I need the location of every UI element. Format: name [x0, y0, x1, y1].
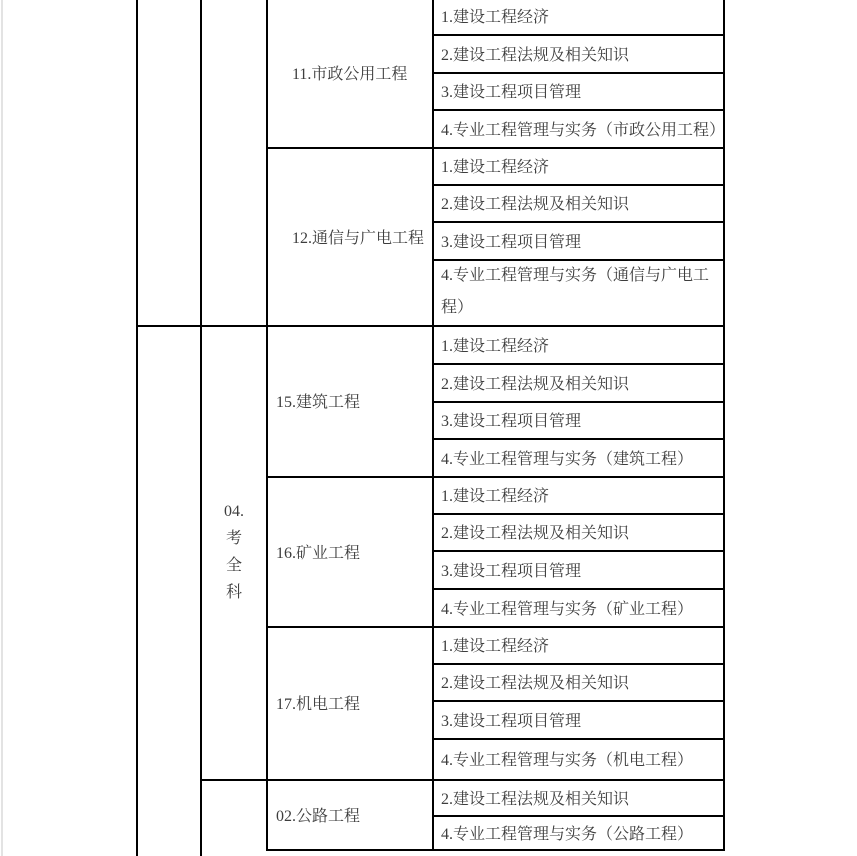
subject-label: 3.建设工程项目管理	[441, 712, 582, 730]
subject-label: 1.建设工程经济	[441, 159, 550, 176]
subject-label: 2.建设工程法规及相关知识	[441, 525, 630, 542]
subject-cell	[434, 325, 723, 363]
subject-cell	[434, 363, 723, 401]
subject-label: 2.建设工程法规及相关知识	[441, 375, 630, 393]
subject-label: 4.专业工程管理与实务（机电工程）	[441, 752, 694, 769]
level-line: 04.	[224, 503, 244, 520]
specialty-label: 12.通信与广电工程	[292, 229, 425, 247]
subject-label: 2.建设工程法规及相关知识	[441, 196, 630, 213]
subject-cell	[434, 626, 723, 663]
subject-label: 2.建设工程法规及相关知识	[441, 46, 630, 64]
subject-cell	[434, 550, 723, 588]
specialty-cell-jianzhu	[268, 325, 432, 476]
specialty-cell-gonglu	[268, 779, 432, 850]
subject-label: 4.专业工程管理与实务（建筑工程）	[441, 450, 694, 468]
subject-cell	[434, 513, 723, 550]
subject-cell	[434, 700, 723, 738]
subject-cell	[434, 815, 723, 850]
specialty-cell-shizheng	[268, 0, 432, 147]
specialty-cell-jidian	[268, 626, 432, 779]
specialty-cell-kuangye	[268, 476, 432, 626]
subject-label: 1.建设工程经济	[441, 9, 550, 26]
level-line: 考	[225, 530, 242, 547]
subject-cell	[434, 147, 723, 184]
subject-label: 4.专业工程管理与实务（公路工程）	[441, 826, 694, 843]
subject-label: 1.建设工程经济	[441, 488, 550, 505]
subject-label: 2.建设工程法规及相关知识	[441, 790, 630, 808]
level-line: 全	[225, 557, 242, 574]
specialty-cell-tongxin	[268, 147, 432, 325]
subject-label: 1.建设工程经济	[441, 638, 550, 655]
table-border-line	[136, 0, 138, 856]
specialty-label: 17.机电工程	[276, 696, 361, 713]
specialty-label: 11.市政公用工程	[292, 65, 408, 83]
subject-cell	[434, 0, 723, 34]
subject-label: 4.专业工程管理与实务（通信与广电工程）	[441, 267, 710, 316]
level-cell-kao-quan-ke	[202, 325, 266, 779]
page-left-rule	[1, 0, 3, 856]
subject-cell	[434, 34, 723, 72]
subject-label: 4.专业工程管理与实务（矿业工程）	[441, 600, 694, 618]
subject-label: 4.专业工程管理与实务（市政公用工程）	[441, 121, 726, 139]
subject-label: 1.建设工程经济	[441, 337, 550, 355]
subject-label: 2.建设工程法规及相关知识	[441, 675, 630, 692]
subject-cell	[434, 259, 723, 325]
subject-cell	[434, 779, 723, 815]
subject-cell	[434, 663, 723, 700]
subject-label: 3.建设工程项目管理	[441, 413, 582, 430]
subject-label: 3.建设工程项目管理	[441, 233, 582, 251]
specialty-label: 02.公路工程	[276, 808, 361, 825]
specialty-label: 16.矿业工程	[276, 544, 361, 562]
subject-cell	[434, 221, 723, 259]
subject-cell	[434, 184, 723, 221]
subject-cell	[434, 438, 723, 476]
subject-cell	[434, 588, 723, 626]
subject-cell	[434, 72, 723, 109]
subject-cell	[434, 476, 723, 513]
subject-label: 3.建设工程项目管理	[441, 84, 582, 101]
subject-cell	[434, 738, 723, 779]
subject-cell	[434, 401, 723, 438]
subject-label: 3.建设工程项目管理	[441, 562, 582, 580]
level-line: 科	[225, 584, 242, 601]
specialty-label: 15.建筑工程	[276, 394, 361, 411]
subject-cell	[434, 109, 726, 147]
